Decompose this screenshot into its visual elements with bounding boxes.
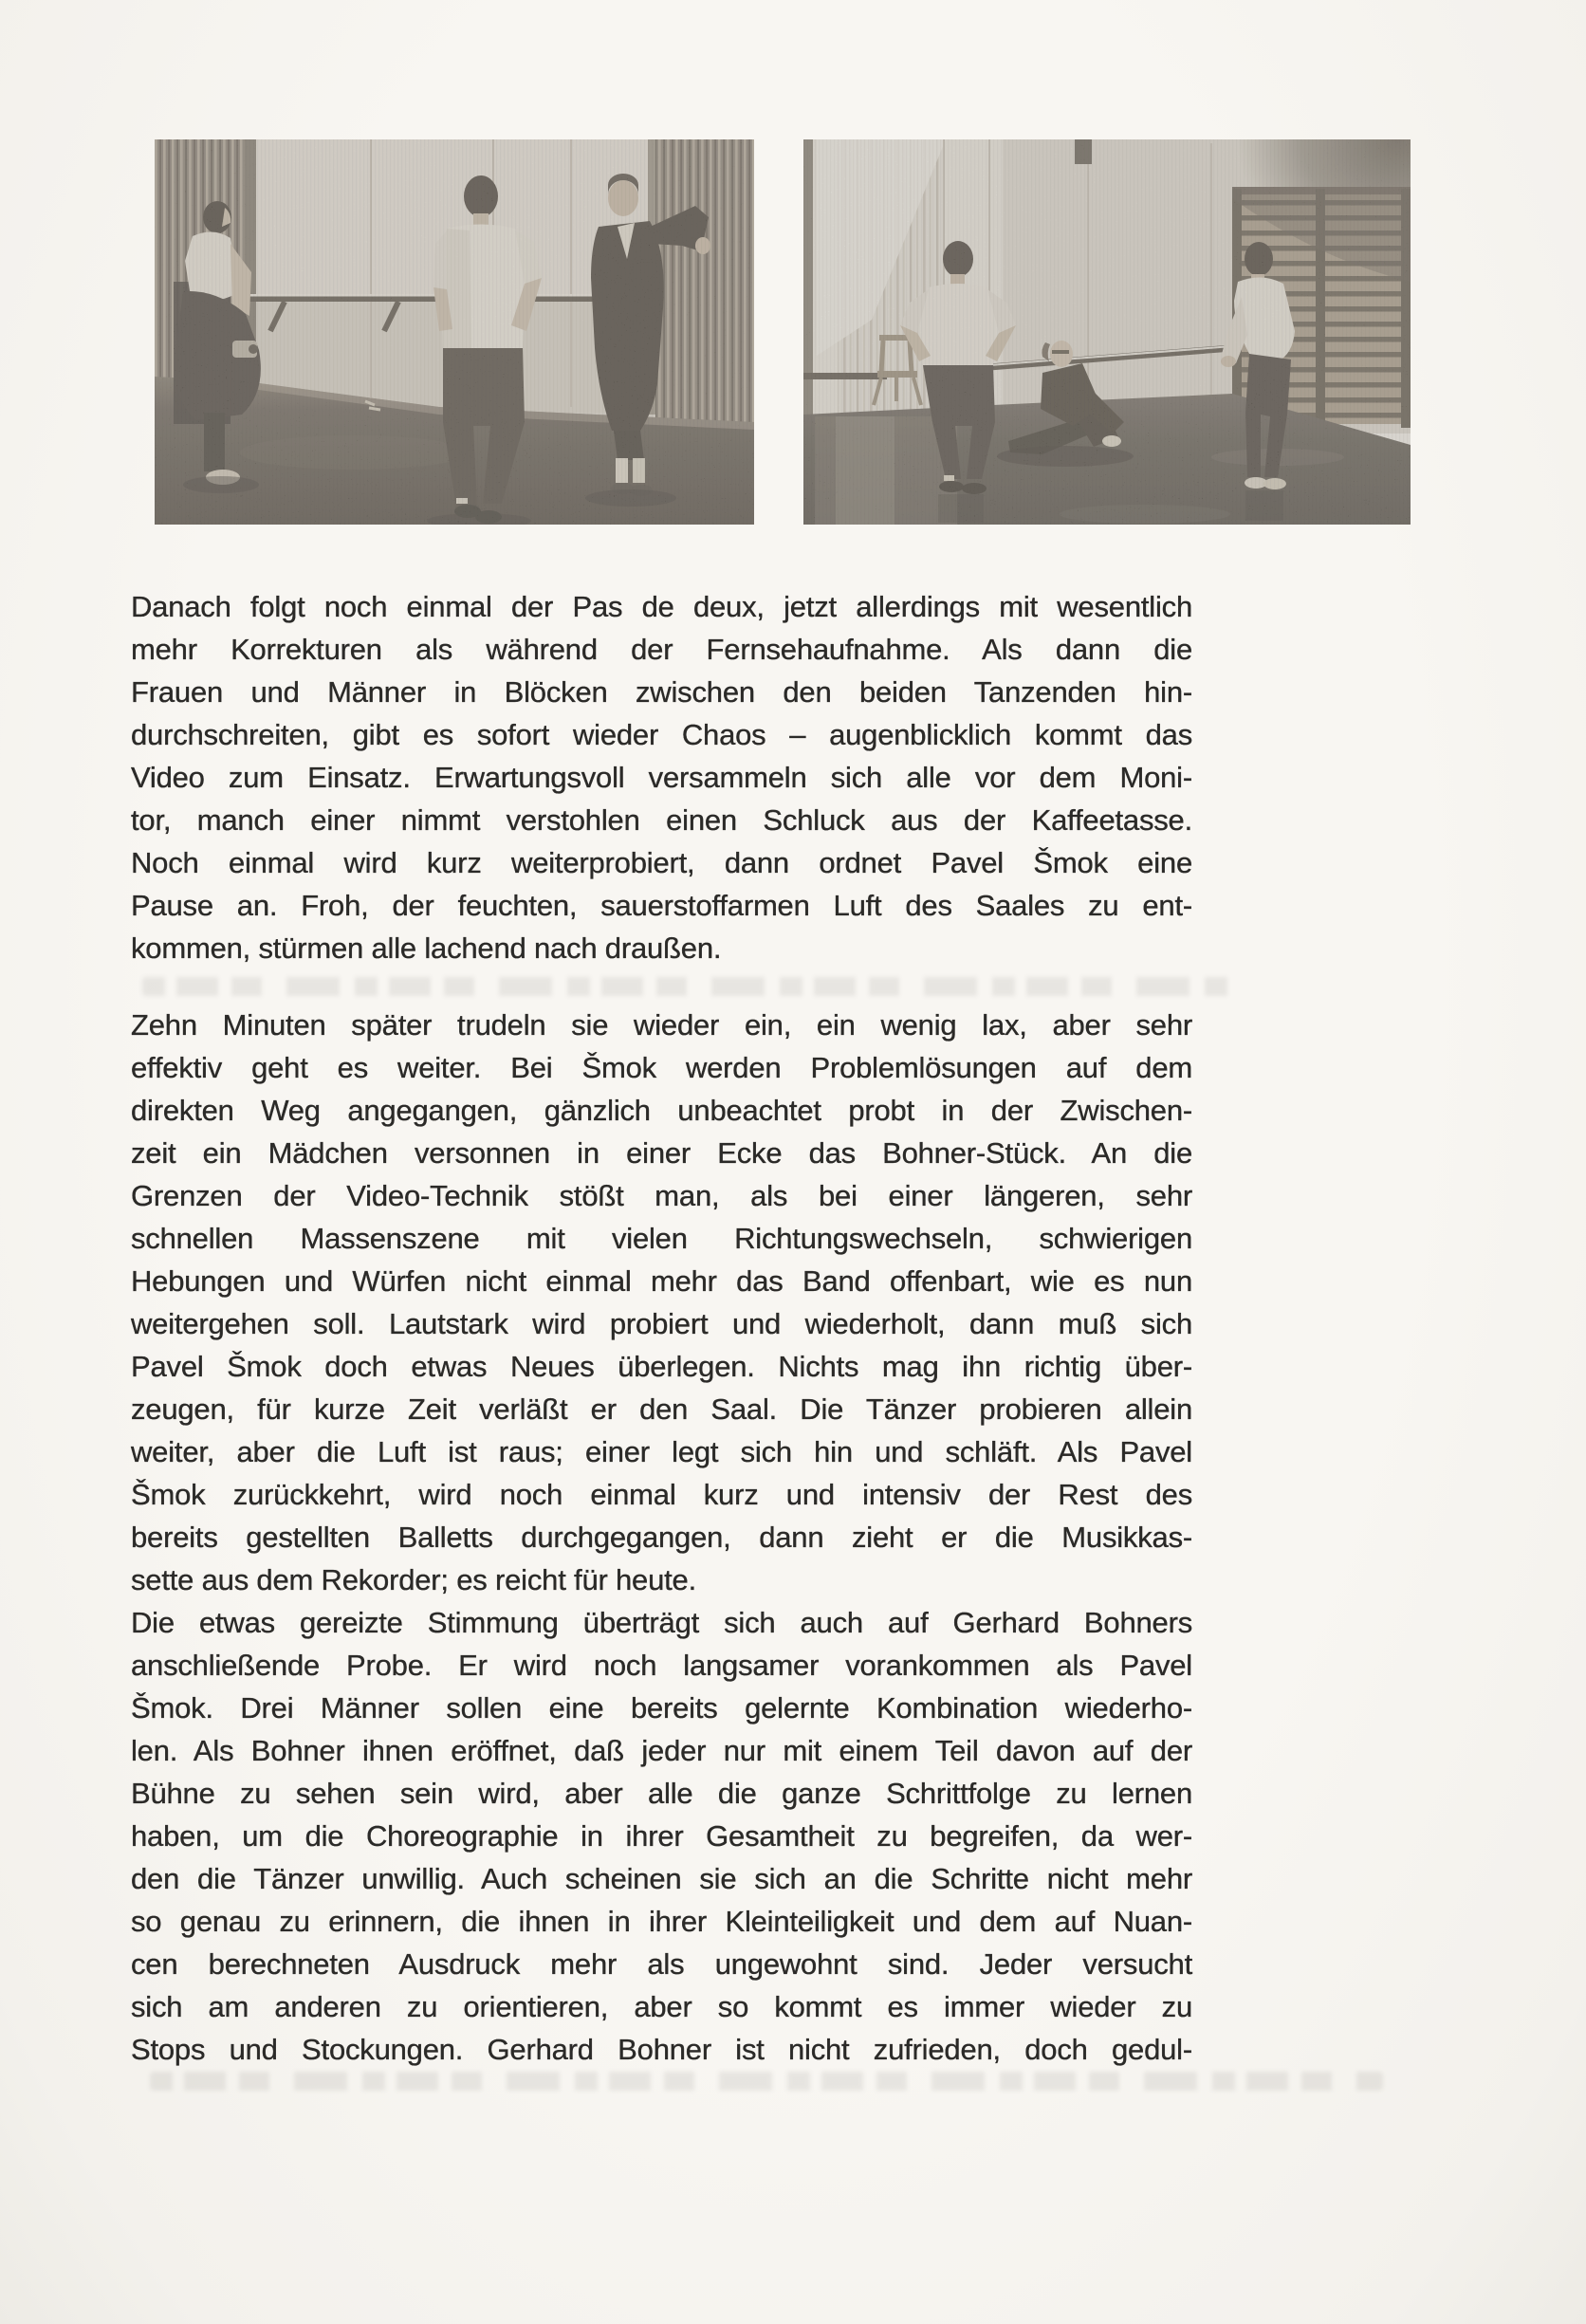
- text-line: Grenzen der Video-Technik stößt man, als bei einer längeren, sehr: [131, 1179, 1192, 1212]
- text-line: zeit ein Mädchen versonnen in einer Ecke das Bohner-Stück. An die: [131, 1136, 1192, 1170]
- text-line: Die etwas gereizte Stimmung überträgt sich auch auf Gerhard Bohners: [131, 1606, 1192, 1639]
- text-line: Frauen und Männer in Blöcken zwischen den beiden Tanzenden hin-: [131, 675, 1192, 709]
- text-line: Šmok. Drei Männer sollen eine bereits gelernte Kombination wiederho-: [131, 1691, 1192, 1725]
- text-line: Hebungen und Würfen nicht einmal mehr das Band offenbart, wie es nun: [131, 1264, 1192, 1298]
- text-line: Danach folgt noch einmal der Pas de deux, jetzt allerdings mit wesentlich: [131, 590, 1192, 623]
- text-line: Pause an. Froh, der feuchten, sauerstoffarmen Luft des Saales zu ent-: [131, 889, 1192, 922]
- text-line: weiter, aber die Luft ist raus; einer legt sich hin und schläft. Als Pavel: [131, 1435, 1192, 1468]
- text-line: den die Tänzer unwillig. Auch scheinen sie sich an die Schritte nicht mehr: [131, 1862, 1192, 1895]
- paragraph-1: [131, 585, 1192, 969]
- text-line: durchschreiten, gibt es sofort wieder Chaos – augenblicklich kommt das: [131, 718, 1192, 751]
- text-line: zeugen, für kurze Zeit verläßt er den Saal. Die Tänzer probieren allein: [131, 1393, 1192, 1426]
- text-line: effektiv geht es weiter. Bei Šmok werden Problemlösungen auf dem: [131, 1051, 1192, 1084]
- text-line: len. Als Bohner ihnen eröffnet, daß jeder nur mit einem Teil davon auf der: [131, 1734, 1192, 1767]
- page-showthrough-bottom: [150, 2072, 1383, 2091]
- photo-right-illustration: [803, 139, 1411, 525]
- text-line: Bühne zu sehen sein wird, aber alle die ganze Schrittfolge zu lernen: [131, 1777, 1192, 1810]
- text-line: haben, um die Choreographie in ihrer Gesamtheit zu begreifen, da wer-: [131, 1819, 1192, 1853]
- text-line: mehr Korrekturen als während der Fernsehaufnahme. Als dann die: [131, 633, 1192, 666]
- text-line: schnellen Massenszene mit vielen Richtungswechseln, schwierigen: [131, 1222, 1192, 1255]
- photo-left-illustration: [155, 139, 754, 525]
- text-line: weitergehen soll. Lautstark wird probiert und wiederholt, dann muß sich: [131, 1307, 1192, 1340]
- paragraph-2: [131, 1004, 1192, 1601]
- text-line: Pavel Šmok doch etwas Neues überlegen. Nichts mag ihn richtig über-: [131, 1350, 1192, 1383]
- text-line: direkten Weg angegangen, gänzlich unbeachtet probt in der Zwischen-: [131, 1094, 1192, 1127]
- text-line: sich am anderen zu orientieren, aber so kommt es immer wieder zu: [131, 1990, 1192, 2023]
- paragraph-3: [131, 1601, 1192, 2071]
- rehearsal-photo-left: [155, 139, 754, 525]
- text-line: Video zum Einsatz. Erwartungsvoll versammeln sich alle vor dem Moni-: [131, 761, 1192, 794]
- text-line: anschließende Probe. Er wird noch langsamer vorankommen als Pavel: [131, 1649, 1192, 1682]
- text-line: sette aus dem Rekorder; es reicht für heute.: [131, 1563, 697, 1596]
- text-line: Stops und Stockungen. Gerhard Bohner ist nicht zufrieden, doch gedul-: [131, 2033, 1192, 2066]
- page-text: [131, 585, 1192, 2071]
- text-line: Šmok zurückkehrt, wird noch einmal kurz und intensiv der Rest des: [131, 1478, 1192, 1511]
- text-line: Zehn Minuten später trudeln sie wieder ein, ein wenig lax, aber sehr: [131, 1008, 1192, 1042]
- text-line: tor, manch einer nimmt verstohlen einen Schluck aus der Kaffeetasse.: [131, 803, 1192, 837]
- text-line: kommen, stürmen alle lachend nach draußen.: [131, 931, 722, 965]
- text-line: so genau zu erinnern, die ihnen in ihrer Kleinteiligkeit und dem auf Nuan-: [131, 1905, 1192, 1938]
- rehearsal-photo-right: [803, 139, 1411, 525]
- text-line: Noch einmal wird kurz weiterprobiert, dann ordnet Pavel Šmok eine: [131, 846, 1192, 879]
- text-line: bereits gestellten Balletts durchgegangen, dann zieht er die Musikkas-: [131, 1521, 1192, 1554]
- text-line: cen berechneten Ausdruck mehr als ungewohnt sind. Jeder versucht: [131, 1947, 1192, 1981]
